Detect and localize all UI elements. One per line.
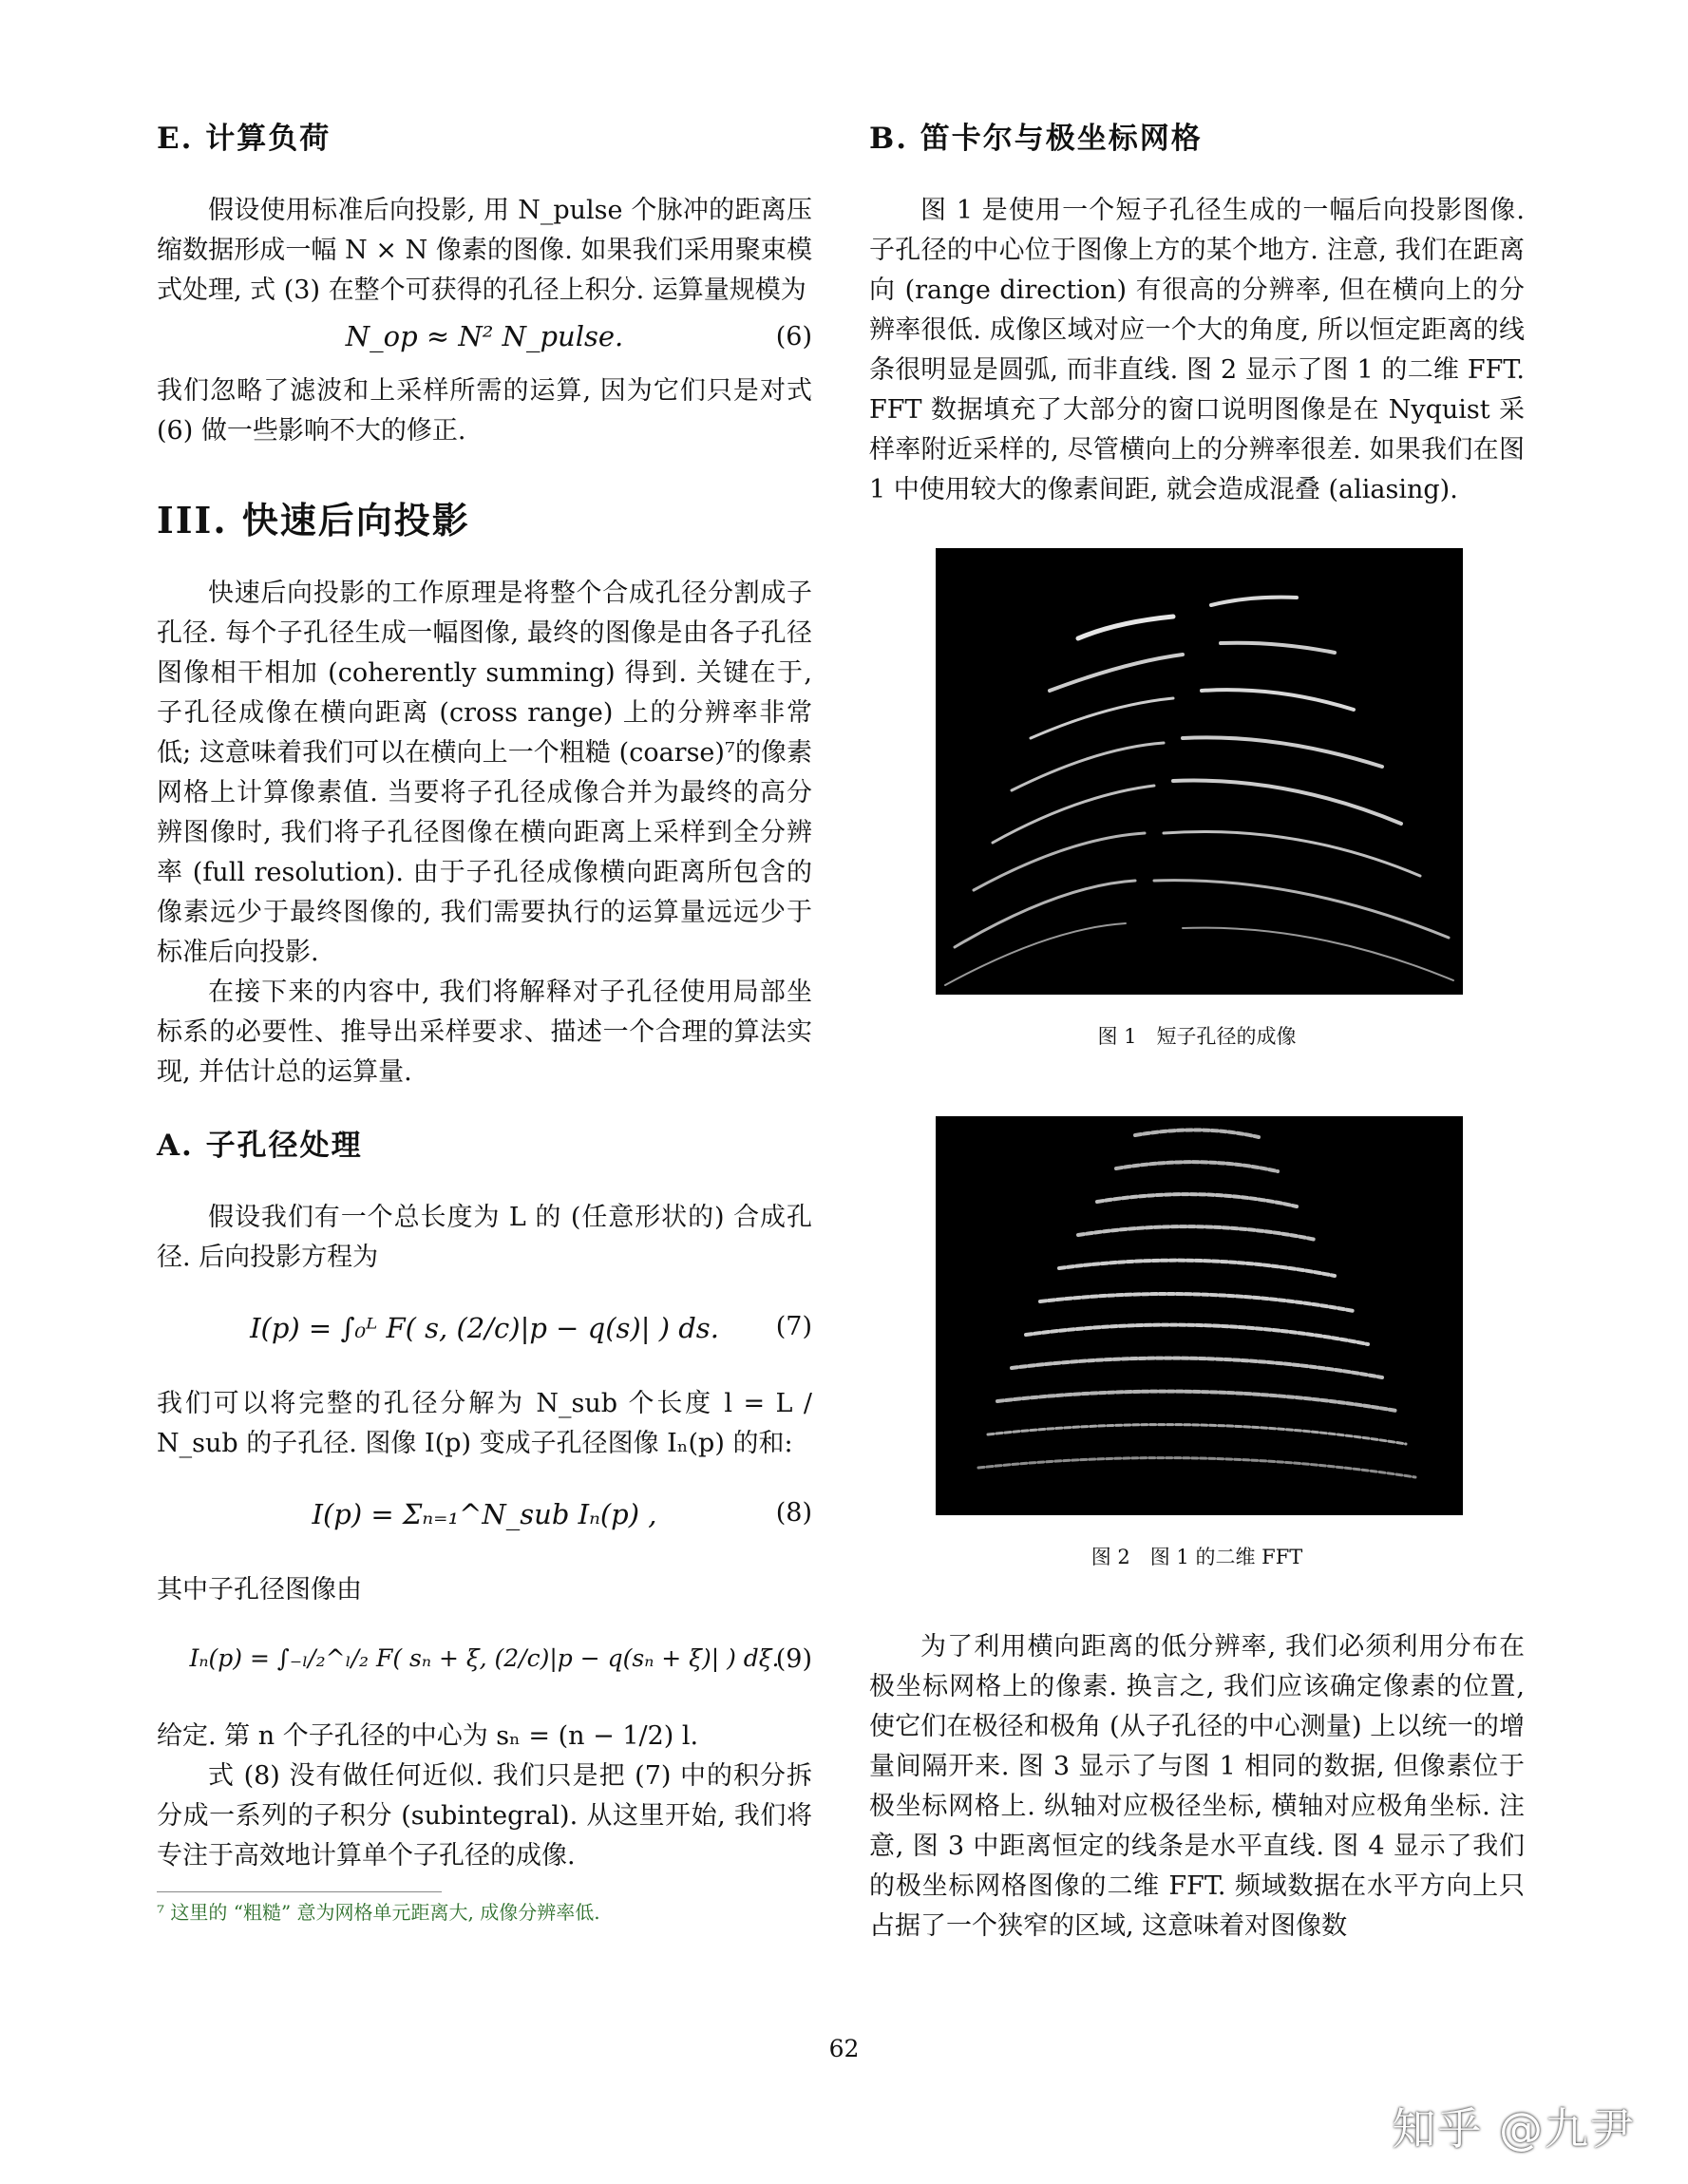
equation-9: [157, 1610, 812, 1717]
figure-1-image: [936, 548, 1463, 995]
equation-6-body: N_op ≈ N² N_pulse.: [345, 320, 624, 352]
page-number: 62: [828, 2035, 860, 2062]
section-b-title: B. 笛卡尔与极坐标网格: [869, 122, 1203, 156]
section-a-paragraph-2: 我们可以将完整的孔径分解为 N_sub 个长度 l = L / N_sub 的子孔径. 图像 I(p) 变成子孔径图像 Iₙ(p) 的和:: [157, 1389, 812, 1458]
section-e-paragraph-2: 我们忽略了滤波和上采样所需的运算, 因为它们只是对式 (6) 做一些影响不大的修正.: [157, 376, 812, 446]
figure-2-caption: 图 2 图 1 的二维 FFT: [1091, 1546, 1303, 1568]
equation-9-number: (9): [775, 1644, 812, 1674]
equation-7: [157, 1278, 812, 1384]
equation-6-number: (6): [775, 322, 812, 351]
equation-6: [157, 311, 812, 371]
section-b-paragraph-2: 为了利用横向距离的低分辨率, 我们必须利用分布在极坐标网格上的像素. 换言之, 我们应该确定像素的位置, 使它们在极径和极角 (从子孔径的中心测量) 上以统一的增量间隔开来. 图 3 显示了与图 1 相同的数据, 但像素位于极坐标网格上. 纵轴对应极径坐标, 横轴对应极角坐标. 注意, 图 3 中距离恒定的线条是水平直线. 图 4 显示了我们的极坐标网格图像的二维 FFT. 频域数据在水平方向上只占据了一个狭窄的区域, 这意味着对图像数: [869, 1632, 1525, 1941]
section-3-paragraph-2: 在接下来的内容中, 我们将解释对子孔径使用局部坐标系的必要性、推导出采样要求、描述一个合理的算法实现, 并估计总的运算量.: [157, 978, 812, 1087]
right-column: [869, 114, 1525, 1947]
section-a-paragraph-3: 其中子孔径图像由: [157, 1575, 362, 1605]
figure-2-image: [936, 1116, 1463, 1515]
footnote-rule: [157, 1891, 442, 1892]
section-a-paragraph-4: 给定. 第 n 个子孔径的中心为 sₙ = (n − 1/2) l.: [157, 1721, 699, 1751]
equation-9-body: Iₙ(p) = ∫₋ₗ/₂^ₗ/₂ F( sₙ + ξ, (2/c)|p − q(sₙ + ξ)| ) dξ.: [189, 1644, 780, 1672]
section-e-title: E. 计算负荷: [157, 122, 332, 156]
section-3-title: III. 快速后向投影: [157, 499, 470, 541]
footnote-7: ⁷ 这里的 “粗糙” 意为网格单元距离大, 成像分辨率低.: [157, 1901, 600, 1924]
equation-7-number: (7): [775, 1312, 812, 1341]
section-b-paragraph-1: 图 1 是使用一个短子孔径生成的一幅后向投影图像. 子孔径的中心位于图像上方的某个地方. 注意, 我们在距离向 (range direction) 有很高的分辨率, 但在横向上的分辨率很低. 成像区域对应一个大的角度, 所以恒定距离的线条很明显是圆弧, 而非直线. 图 2 显示了图 1 的二维 FFT. FFT 数据填充了大部分的窗口说明图像是在 Nyquist 采样率附近采样的, 尽管横向上的分辨率很差. 如果我们在图 1 中使用较大的像素间距, 就会造成混叠 (aliasing).: [869, 196, 1525, 504]
figure-1-caption: 图 1 短子孔径的成像: [1097, 1025, 1297, 1048]
section-a-title: A. 子孔径处理: [157, 1129, 363, 1163]
figure-1-arcs: [936, 548, 1463, 995]
section-a-paragraph-5: 式 (8) 没有做任何近似. 我们只是把 (7) 中的积分拆分成一系列的子积分 (subintegral). 从这里开始, 我们将专注于高效地计算单个子孔径的成像.: [157, 1761, 812, 1871]
equation-7-body: I(p) = ∫₀ᴸ F( s, (2/c)|p − q(s)| ) ds.: [250, 1312, 719, 1344]
left-column: [157, 114, 812, 1927]
watermark: 知乎 @九尹: [1392, 2103, 1636, 2155]
equation-8: [157, 1464, 812, 1570]
section-3-paragraph-1: 快速后向投影的工作原理是将整个合成孔径分割成子孔径. 每个子孔径生成一幅图像, 最终的图像是由各子孔径图像相干相加 (coherently summing) 得到. 关键在于, 子孔径成像在横向距离 (cross range) 上的分辨率非常低; 这意味着我们可以在横向上一个粗糙 (coarse)⁷的像素网格上计算像素值. 当要将子孔径成像合并为最终的高分辨图像时, 我们将子孔径图像在横向距离上采样到全分辨率 (full resolution). 由于子孔径成像横向距离所包含的像素远少于最终图像的, 我们需要执行的运算量远远少于标准后向投影.: [157, 579, 812, 967]
section-e-paragraph-1: 假设使用标准后向投影, 用 N_pulse 个脉冲的距离压缩数据形成一幅 N × N 像素的图像. 如果我们采用聚束模式处理, 式 (3) 在整个可获得的孔径上积分. 运算量规模为: [157, 196, 812, 305]
figure-2-fft: [936, 1116, 1463, 1515]
equation-8-body: I(p) = Σₙ₌₁^N_sub Iₙ(p) ,: [312, 1498, 657, 1530]
section-a-paragraph-1: 假设我们有一个总长度为 L 的 (任意形状的) 合成孔径. 后向投影方程为: [157, 1203, 812, 1272]
equation-8-number: (8): [775, 1498, 812, 1528]
